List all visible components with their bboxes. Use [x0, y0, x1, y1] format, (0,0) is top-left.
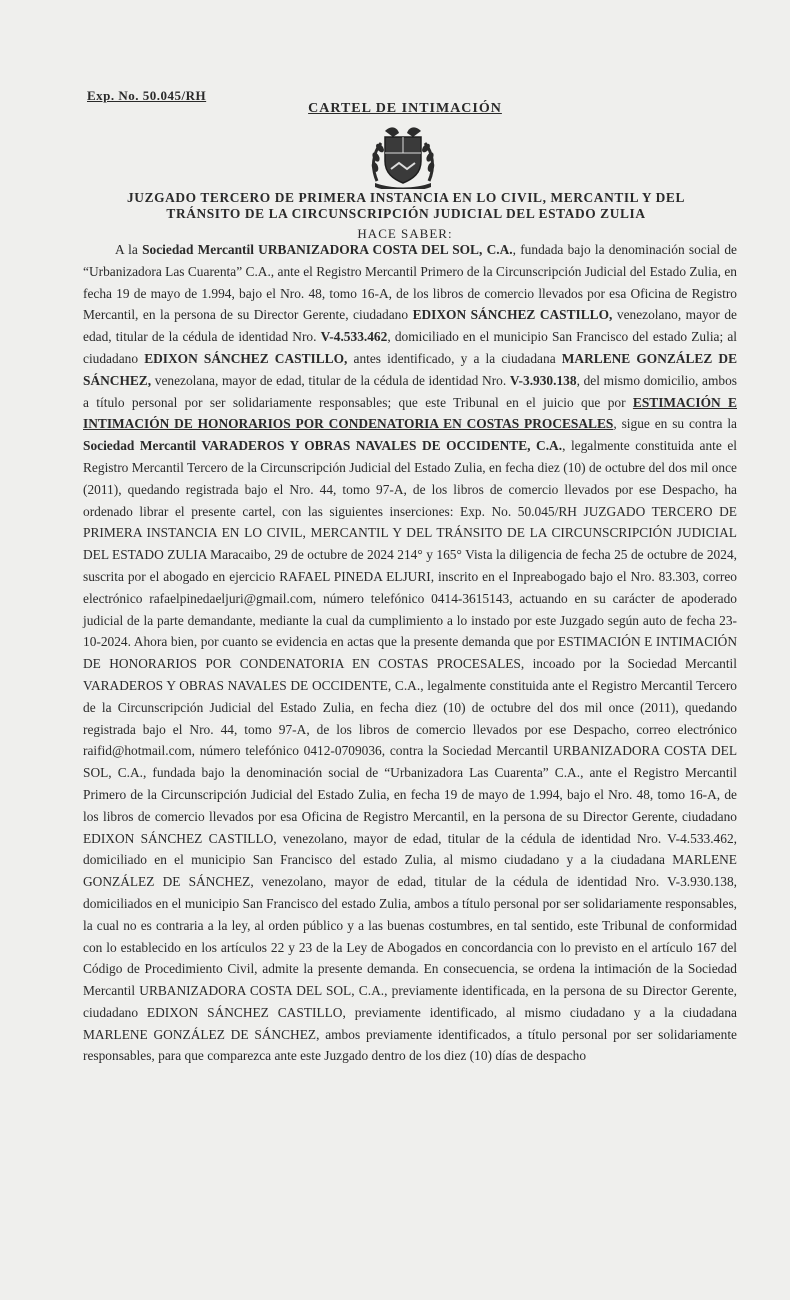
- bold-text-segment: EDIXON SÁNCHEZ CASTILLO,: [144, 350, 348, 366]
- coat-of-arms-icon: [367, 123, 439, 189]
- bold-text-segment: V-3.930.138: [509, 372, 577, 388]
- bold-text-segment: Sociedad Mercantil URBANIZADORA COSTA DEL SOL, C.A.: [142, 242, 513, 257]
- text-segment: , domiciliado en el municipio San Francisco del estado Zulia; al ciudadano: [83, 329, 738, 366]
- notice-body: [83, 239, 737, 1067]
- document-title: CARTEL DE INTIMACIÓN: [308, 101, 502, 116]
- text-segment: , del mismo domicilio, ambos a título personal por ser solidariamente responsables; que este Tribunal en el juicio que por: [83, 372, 737, 410]
- court-line-2: TRÁNSITO DE LA CIRCUNSCRIPCIÓN JUDICIAL DEL ESTADO ZULIA: [166, 206, 646, 221]
- text-segment: , sigue en su contra la: [613, 416, 737, 432]
- text-segment: venezolana, mayor de edad, titular de la cédula de identidad Nro.: [151, 372, 510, 388]
- text-segment: , legalmente constituida ante el Registro Mercantil Tercero de la Circunscripción Judicial del Estado Zulia, en fecha diez (10) de octubre del dos mil once (2011), quedando registrada bajo el Nro. 44, tomo 97-A, de los libros de comercio llevados por ese Despacho, ha ordenado librar el presente cartel, con las siguientes inserciones: Exp. No. 50.045/RH JUZGADO TERCERO DE PRIMERA INSTANCIA EN LO CIVIL, MERCANTIL Y DEL TRÁNSITO DE LA CIRCUNSCRIPCIÓN JUDICIAL DEL ESTADO ZULIA Maracaibo, 29 de octubre de 2024 214° y 165° Vista la diligencia de fecha 25 de octubre de 2024, suscrita por el abogado en ejercicio RAFAEL PINEDA ELJURI, inscrito en el Inpreabogado bajo el Nro. 83.303, correo electrónico rafaelpinedaeljuri@gmail.com, número telefónico 0414-3615143, actuando en su carácter de apoderado judicial de la parte demandante, mediante la cual da cumplimiento a lo instado por este Juzgado según auto de fecha 23-10-2024. Ahora bien, por cuanto se evidencia en actas que la presente demanda que por ESTIMACIÓN E INTIMACIÓN DE HONORARIOS POR CONDENATORIA EN COSTAS PROCESALES, incoado por la Sociedad Mercantil VARADEROS Y OBRAS NAVALES DE OCCIDENTE, C.A., legalmente constituida ante el Registro Mercantil Tercero de la Circunscripción Judicial del Estado Zulia, en fecha diez (10) de octubre del dos mil once (2011), quedando registrada bajo el Nro. 44, tomo 97-A, de los libros de comercio llevados por ese Despacho, correo electrónico raifid@hotmail.com, número telefónico 0412-0709036, contra la Sociedad Mercantil URBANIZADORA COSTA DEL SOL, C.A., fundada bajo la denominación social de “Urbanizadora Las Cuarenta” C.A., ante el Registro Mercantil Primero de la Circunscripción Judicial del Estado Zulia, en fecha 19 de mayo de 1.994, bajo el Nro. 48, tomo 16-A, de los libros de comercio llevados por esa Oficina de Registro Mercantil, en la persona de su Director Gerente, ciudadano EDIXON SÁNCHEZ CASTILLO, venezolano, mayor de edad, titular de la cédula de identidad Nro. V-4.533.462, domiciliado en el municipio San Francisco del estado Zulia, al mismo ciudadano y a la ciudadana MARLENE GONZÁLEZ DE SÁNCHEZ, venezolano, mayor de edad, titular de la cédula de identidad Nro. V-3.930.138, domiciliados en el municipio San Francisco del estado Zulia, ambos a título personal por ser solidariamente responsables, la cual no es contraria a la ley, al orden público y a las buenas costumbres, en tal sentido, este Tribunal de conformidad con lo establecido en los artículos 22 y 23 de la Ley de Abogados en concordancia con lo previsto en el artículo 167 del Código de Procedimiento Civil, admite la presente demanda. En consecuencia, se ordena la intimación de la Sociedad Mercantil URBANIZADORA COSTA DEL SOL, C.A., previamente identificada, en la persona de su Director Gerente, ciudadano EDIXON SÁNCHEZ CASTILLO, previamente identificado, al mismo ciudadano y a la ciudadana MARLENE GONZÁLEZ DE SÁNCHEZ, ambos previamente identificados, a título personal por ser solidariamente responsables, para que comparezca ante este Juzgado dentro de los diez (10) días de despacho: [83, 438, 737, 1064]
- bold-text-segment: MARLENE GONZÁLEZ DE SÁNCHEZ,: [83, 350, 738, 388]
- court-heading: [96, 190, 716, 222]
- bold-text-segment: EDIXON SÁNCHEZ CASTILLO,: [412, 307, 613, 323]
- court-line-1: JUZGADO TERCERO DE PRIMERA INSTANCIA EN LO CIVIL, MERCANTIL Y DEL: [127, 190, 685, 205]
- text-segment: venezolano, mayor de edad, titular de la cédula de identidad Nro.: [83, 307, 737, 345]
- expediente-number: Exp. No. 50.045/RH: [87, 88, 207, 103]
- bold-text-segment: V-4.533.462: [320, 329, 388, 345]
- text-segment: , fundada bajo la denominación social de “Urbanizadora Las Cuarenta” C.A., ante el Registro Mercantil Primero de la Circunscripción Judicial del Estado Zulia, en fecha 19 de mayo de 1.994, bajo el Nro. 48, tomo 16-A, de los libros de comercio llevados por esa Oficina de Registro Mercantil, en la persona de su Director Gerente, ciudadano: [83, 242, 737, 323]
- text-segment: antes identificado, y a la ciudadana: [347, 350, 562, 366]
- hace-saber-label: HACE SABER:: [357, 226, 453, 241]
- bold-text-segment: Sociedad Mercantil VARADEROS Y OBRAS NAVALES DE OCCIDENTE, C.A.: [83, 438, 563, 454]
- text-segment: A la: [115, 242, 143, 257]
- bold-text-segment: ESTIMACIÓN E INTIMACIÓN DE HONORARIOS POR CONDENATORIA EN COSTAS PROCESALES: [83, 394, 737, 432]
